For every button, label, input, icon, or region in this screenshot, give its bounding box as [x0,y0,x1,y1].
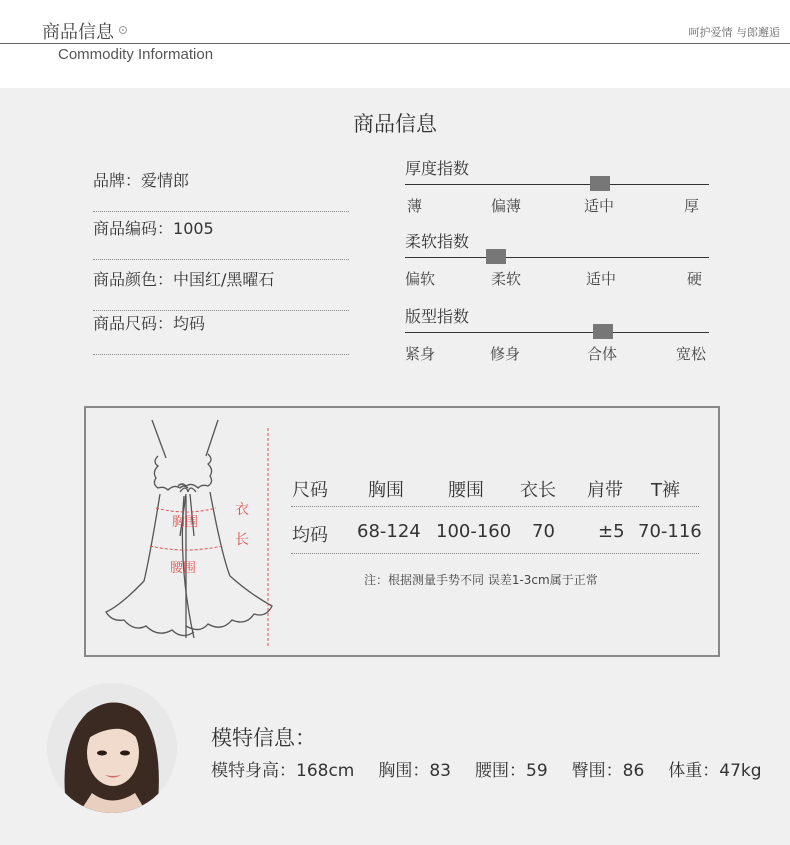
section-title: 商品信息 [353,112,437,136]
table-cell: 70 [532,521,555,542]
scale-thickness [405,156,709,215]
dress-diagram [100,416,300,651]
length-label-top: 衣 [235,502,249,518]
info-row-brand [93,168,349,212]
info-label: 品牌： [93,171,142,190]
scale-label: 偏薄 [491,197,522,215]
scale-line [405,332,709,333]
page-header [0,0,790,88]
scale-label: 硬 [687,270,703,288]
strap-left [152,420,166,458]
model-hip: 臀围：86 [571,761,645,781]
model-height: 模特身高：168cm [211,761,355,781]
info-label: 商品颜色： [93,270,174,289]
table-header: T裤 [651,480,680,501]
table-header: 腰围 [448,480,484,501]
chest-label: 胸围 [172,515,199,530]
table-cell: 均码 [292,525,328,546]
model-weight: 体重：47kg [668,761,762,781]
model-bust: 胸围：83 [378,761,451,781]
model-avatar [47,683,177,813]
table-cell: 68-124 [357,521,421,542]
model-stats [211,756,786,781]
table-divider [291,506,699,507]
scale-name: 厚度指数 [405,159,470,178]
measurement-note: 注：根据测量手势不同 误差1-3cm属于正常 [364,573,598,587]
table-cell: 70-116 [638,521,702,542]
info-value: 爱情郎 [141,171,190,190]
table-cell: ±5 [598,521,625,542]
scale-knob [590,176,610,191]
table-header: 胸围 [368,480,404,501]
scale-softness [405,229,709,288]
scale-name: 柔软指数 [405,232,470,251]
header-title: 商品信息 [42,22,114,43]
length-label-bottom: 长 [235,532,249,548]
scale-fit [405,304,709,363]
commodity-panel [0,88,790,845]
header-slogan: 呵护爱情 与郎邂逅 [688,26,780,39]
table-header: 尺码 [292,480,328,501]
scale-knob [486,249,506,264]
scale-label: 紧身 [405,345,436,363]
info-value: 中国红/黑曜石 [173,270,275,289]
waist-label: 腰围 [170,561,197,576]
scale-label: 修身 [490,345,521,363]
scale-label: 偏软 [405,270,436,288]
table-header: 肩带 [587,480,623,501]
scale-label: 适中 [584,197,615,215]
model-info-title: 模特信息： [211,726,316,750]
model-waist: 腰围：59 [475,761,548,781]
scale-label: 薄 [407,197,423,215]
table-cell: 100-160 [436,521,512,542]
info-label: 商品尺码： [93,314,174,333]
info-label: 商品编码： [93,219,174,238]
header-dot-icon [119,26,127,34]
info-row-color [93,267,349,311]
scale-label: 合体 [587,345,618,363]
scale-label: 厚 [684,197,700,215]
header-subtitle: Commodity Information [58,46,214,63]
scale-line [405,184,709,185]
size-chart-box [84,406,720,657]
model-portrait-image [47,683,177,813]
scale-label: 宽松 [676,345,707,363]
scale-knob [593,324,613,339]
table-header: 衣长 [520,480,556,501]
info-value: 1005 [173,219,214,238]
header-divider [0,43,790,44]
table-divider [291,553,699,554]
info-value: 均码 [173,314,206,333]
strap-right [206,420,218,456]
scale-label: 柔软 [491,270,522,288]
info-row-size [93,311,349,355]
scale-label: 适中 [586,270,617,288]
scale-name: 版型指数 [405,307,470,326]
scale-line [405,257,709,258]
info-row-code [93,216,349,260]
